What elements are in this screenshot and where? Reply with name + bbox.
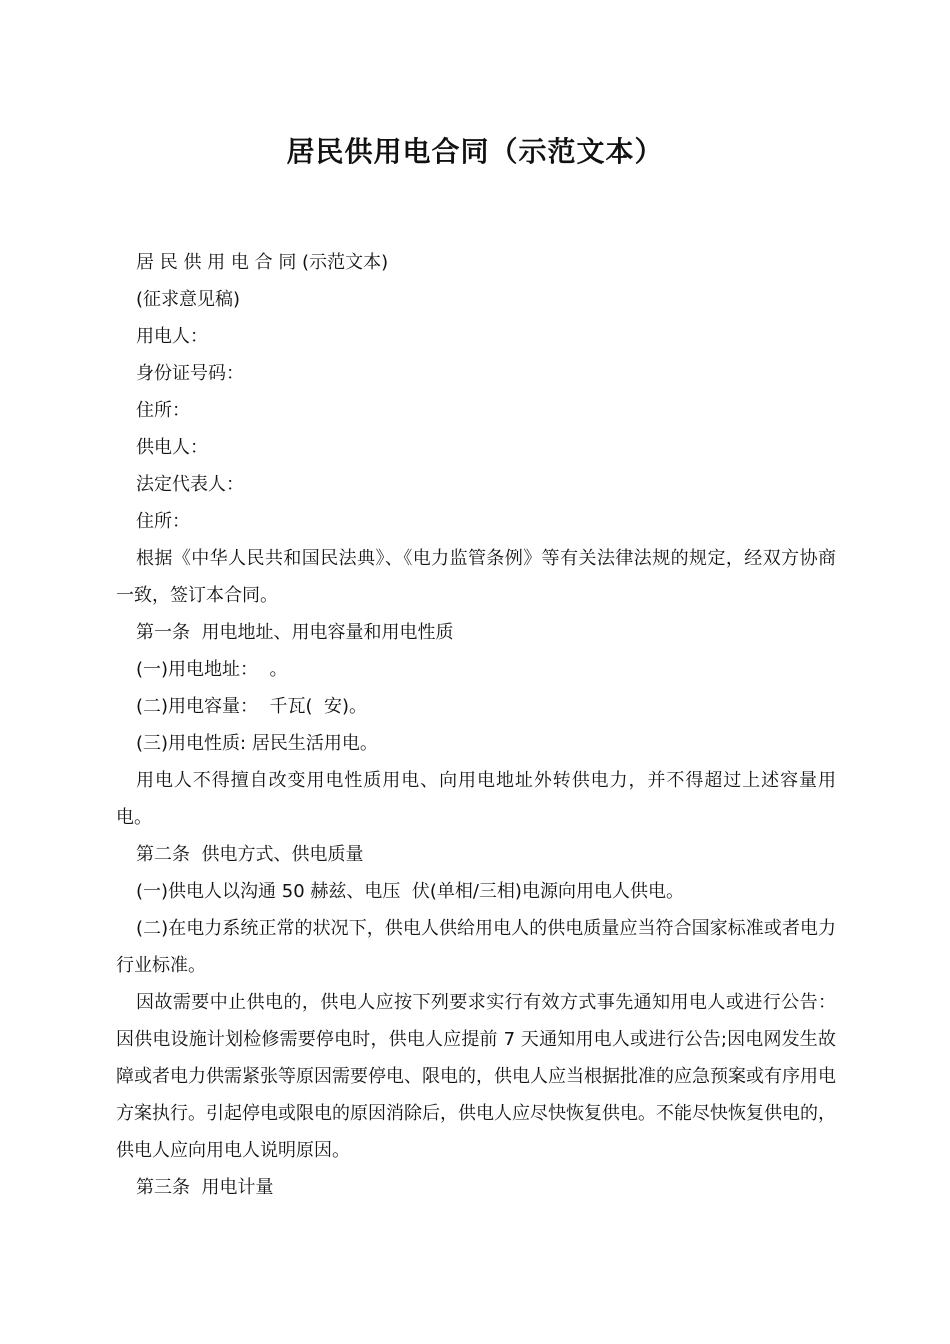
article-1-restriction: 用电人不得擅自改变用电性质用电、向用电地址外转供电力，并不得超过上述容量用电。: [116, 770, 836, 828]
field-consumer-address: 住所：: [136, 400, 190, 421]
draft-note: (征求意见稿): [136, 289, 241, 310]
field-legal-representative: 法定代表人：: [136, 474, 244, 495]
article-3-heading: 第三条 用电计量: [136, 1177, 274, 1198]
article-2-item-2: (二)在电力系统正常的状况下，供电人供给用电人的供电质量应当符合国家标准或者电力行业标准。: [116, 918, 836, 976]
field-supplier-address: 住所：: [136, 511, 190, 532]
document-body: [116, 244, 836, 1206]
article-2-interruption-paragraph: 因故需要中止供电的，供电人应按下列要求实行有效方式事先通知用电人或进行公告：因供电设施计划检修需要停电时，供电人应提前 7 天通知用电人或进行公告;因电网发生故障或者电力供需紧张等原因需要停电、限电的，供电人应当根据批准的应急预案或有序用电方案执行。引起停电或限电的原因消除后，供电人应尽快恢复供电。不能尽快恢复供电的，供电人应向用电人说明原因。: [116, 992, 836, 1161]
article-2-item-1: (一)供电人以沟通 50 赫兹、电压 伏(单相/三相)电源向用电人供电。: [136, 881, 684, 902]
preamble-paragraph: 根据《中华人民共和国民法典》、《电力监管条例》等有关法律法规的规定，经双方协商一致，签订本合同。: [116, 548, 836, 606]
document-title: 居民供用电合同（示范文本）: [286, 135, 664, 168]
article-1-item-3: (三)用电性质: 居民生活用电。: [136, 733, 378, 754]
heading-repeat: 居 民 供 用 电 合 同 (示范文本): [136, 252, 389, 273]
article-1-item-1: (一)用电地址： 。: [136, 659, 288, 680]
article-2-heading: 第二条 供电方式、供电质量: [136, 844, 364, 865]
field-consumer: 用电人：: [136, 326, 208, 347]
field-id-number: 身份证号码：: [136, 363, 244, 384]
article-1-item-2: (二)用电容量： 千瓦( 安)。: [136, 696, 367, 717]
article-1-heading: 第一条 用电地址、用电容量和用电性质: [136, 622, 454, 643]
field-supplier: 供电人：: [136, 437, 208, 458]
